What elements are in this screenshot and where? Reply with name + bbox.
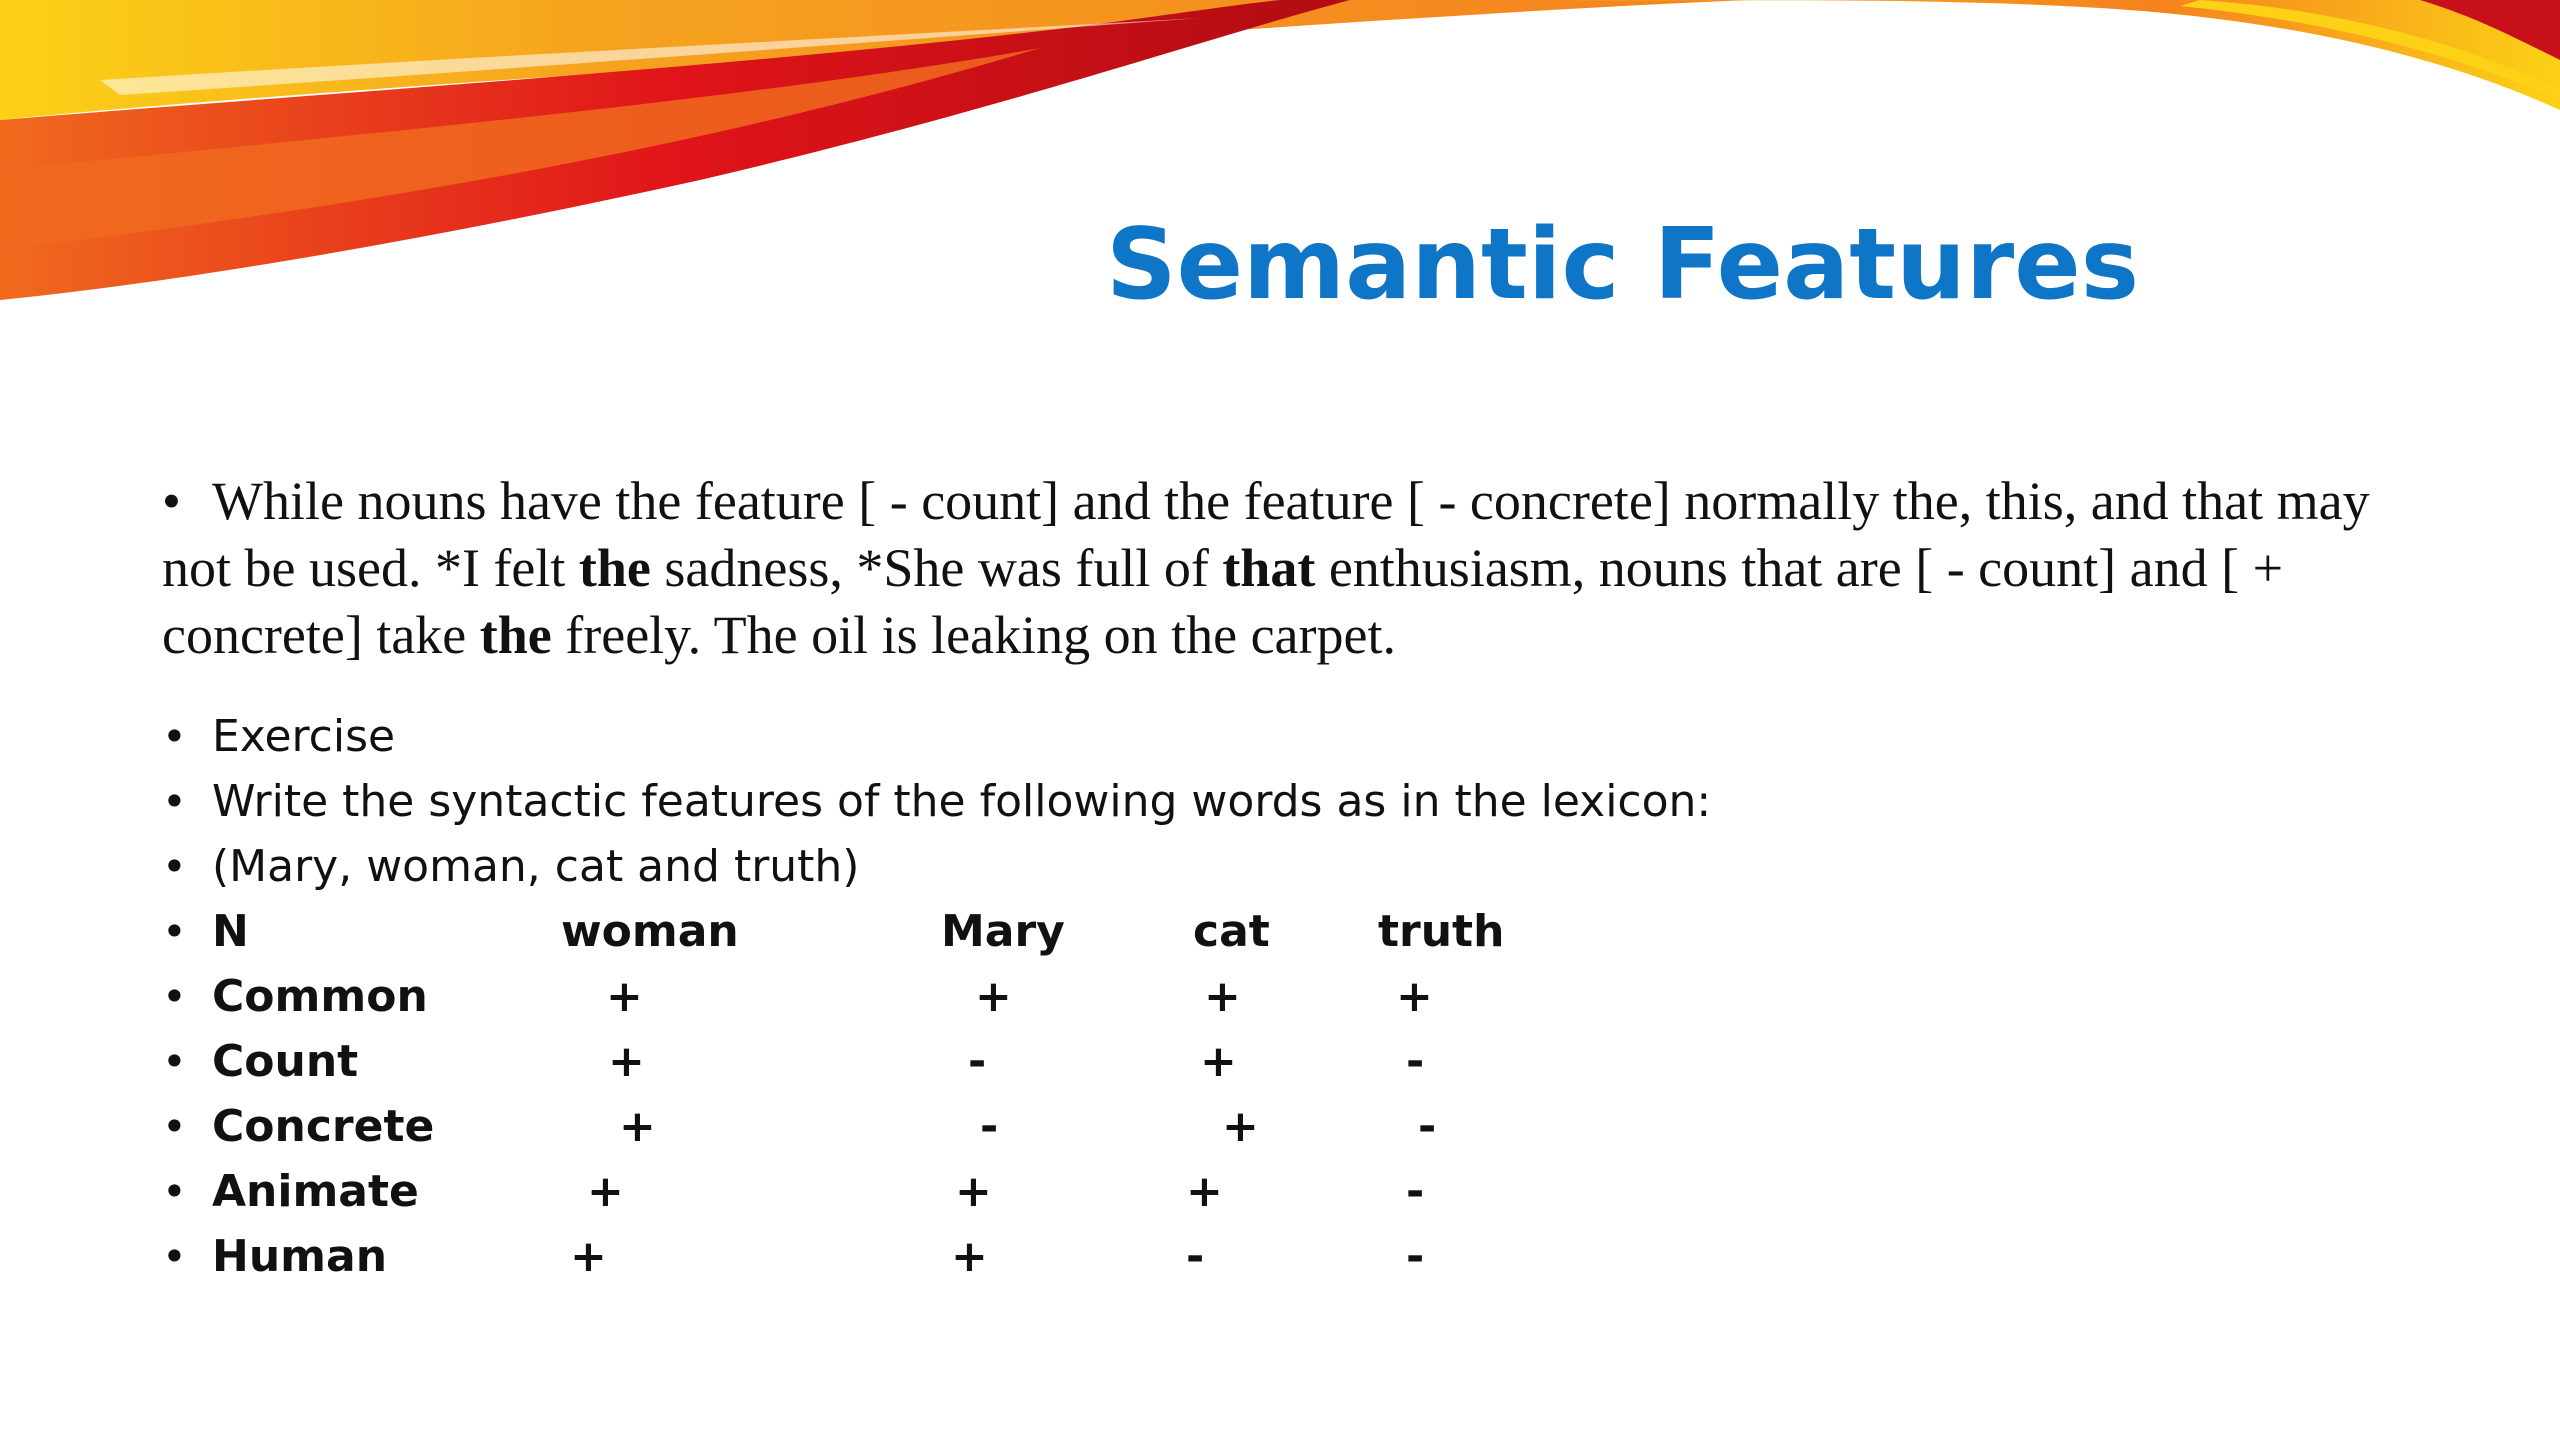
table-cell: + (1222, 1101, 1259, 1152)
paragraph-text-1: While nouns have the feature [ - count] and the feature [ - concrete] normally the, this, and that may not be used. *I felt (162, 471, 2370, 598)
table-row-label: Animate (212, 1166, 419, 1217)
table-row-label: Concrete (212, 1101, 435, 1152)
table-row-label: Common (212, 971, 428, 1022)
table-cell: - (1186, 1231, 1205, 1282)
bullet: • (162, 907, 187, 956)
bullet-instruction: Write the syntactic features of the following words as in the lexicon: (212, 776, 1712, 827)
table-row-label: Count (212, 1036, 359, 1087)
paragraph-text-3: enthusiasm, nouns that are [ - count] and [ + concrete] take (162, 538, 2284, 665)
bullet: • (162, 777, 187, 826)
bullet-word-list: (Mary, woman, cat and truth) (212, 841, 860, 892)
bullet: • (162, 1232, 187, 1281)
bullet: • (162, 712, 187, 761)
table-row-label: Human (212, 1231, 388, 1282)
paragraph-bold-the-2: the (479, 605, 552, 665)
bullet: • (162, 972, 187, 1021)
bullet-exercise: Exercise (212, 711, 396, 762)
bullet: • (162, 842, 187, 891)
table-cell: + (975, 971, 1012, 1022)
table-cell: + (606, 971, 643, 1022)
table-header-mary: Mary (941, 906, 1065, 957)
table-cell: + (955, 1166, 992, 1217)
table-cell: - (968, 1036, 987, 1087)
page-title: Semantic Features (1106, 208, 2140, 322)
bullet: • (162, 1167, 187, 1216)
paragraph-text-2: sadness, *She was full of (650, 538, 1223, 598)
table-cell: + (587, 1166, 624, 1217)
table-header-truth: truth (1378, 906, 1505, 957)
table-cell: + (1204, 971, 1241, 1022)
table-cell: - (1406, 1231, 1425, 1282)
table-cell: - (1418, 1101, 1437, 1152)
table-cell: + (619, 1101, 656, 1152)
paragraph-bold-the-1: the (578, 538, 651, 598)
table-header-woman: woman (561, 906, 739, 957)
table-cell: + (951, 1231, 988, 1282)
table-cell: + (608, 1036, 645, 1087)
paragraph-bullet: • (162, 471, 181, 531)
table-cell: + (1186, 1166, 1223, 1217)
table-cell: + (1200, 1036, 1237, 1087)
swoosh-right-orange (1550, 0, 2560, 110)
bullet: • (162, 1102, 187, 1151)
bullet: • (162, 1037, 187, 1086)
table-header-n: N (212, 906, 249, 957)
table-cell: + (1396, 971, 1433, 1022)
table-cell: - (980, 1101, 999, 1152)
table-header-cat: cat (1193, 906, 1270, 957)
paragraph-bold-that: that (1222, 538, 1316, 598)
table-cell: - (1406, 1166, 1425, 1217)
paragraph-text-4: freely. The oil is leaking on the carpet. (551, 605, 1396, 665)
table-cell: + (570, 1231, 607, 1282)
body-paragraph (162, 468, 2422, 669)
table-cell: - (1406, 1036, 1425, 1087)
